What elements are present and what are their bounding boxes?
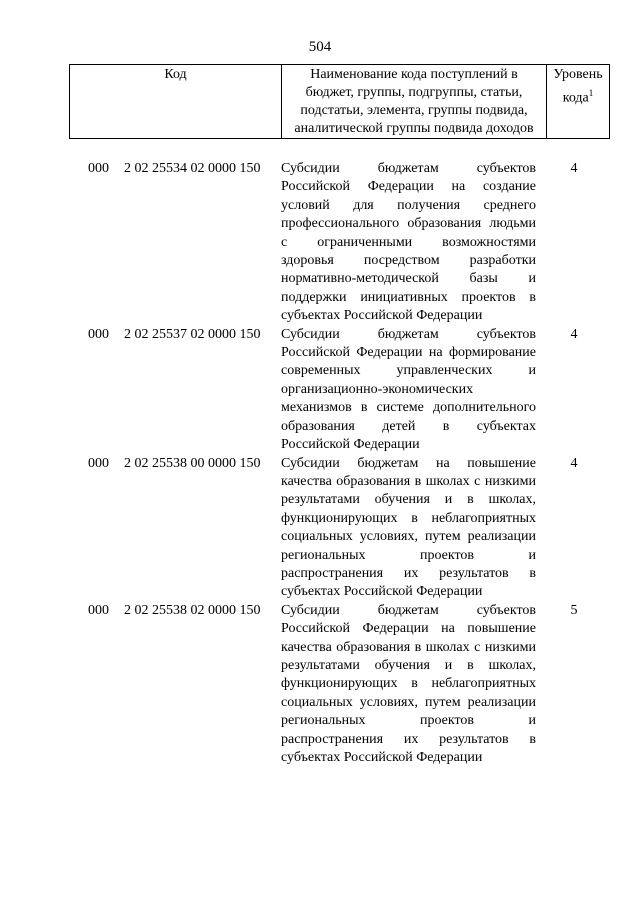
header-level-footnote: 1 xyxy=(588,88,594,98)
table-body xyxy=(0,160,640,767)
row-level: 4 xyxy=(570,455,578,471)
table-row xyxy=(0,160,640,326)
row-level: 4 xyxy=(570,161,578,176)
table-row xyxy=(0,326,640,455)
header-level-label: Уровень кода xyxy=(553,67,603,106)
row-description: Субсидии бюджетам субъектов Российской Федерации на создание условий для получения среднего профессионального образования людьми с ограниченными возможностями здоровья посредством разработки нормативно-методической базы и поддержки инициативных проектов в субъектах Российской Федерации xyxy=(281,161,536,324)
table-row xyxy=(0,455,640,602)
row-prefix: 000 xyxy=(88,455,109,471)
row-description: Субсидии бюджетам субъектов Российской Федерации на формирование современных управленческих и организационно-экономических механизмов в системе дополнительного образования детей в субъектах Российской Федерации xyxy=(281,326,536,453)
row-code: 2 02 25538 02 0000 150 xyxy=(124,602,261,618)
row-prefix: 000 xyxy=(88,326,109,342)
row-prefix: 000 xyxy=(88,161,109,176)
header-level xyxy=(547,65,610,139)
table-header xyxy=(69,64,610,139)
header-code: Код xyxy=(70,65,282,139)
row-level: 4 xyxy=(570,326,578,342)
row-code: 2 02 25538 00 0000 150 xyxy=(124,455,261,471)
row-description: Субсидии бюджетам на повышение качества образования в школах с низкими результатами обучения и в школах, функционирующих в неблагоприятных социальных условиях, путем реализации региональных проектов и распространения их результатов в субъектах Российской Федерации xyxy=(281,455,536,600)
row-code: 2 02 25537 02 0000 150 xyxy=(124,326,261,342)
row-level: 5 xyxy=(570,602,578,618)
row-description: Субсидии бюджетам субъектов Российской Федерации на повышение качества образования в школах с низкими результатами обучения и в школах, функционирующих в неблагоприятных социальных условиях, путем реализации региональных проектов и распространения их результатов в субъектах Российской Федерации xyxy=(281,602,536,765)
table-row xyxy=(0,602,640,768)
row-prefix: 000 xyxy=(88,602,109,618)
row-code: 2 02 25534 02 0000 150 xyxy=(124,161,261,176)
header-name: Наименование кода поступлений в бюджет, группы, подгруппы, статьи, подстатьи, элемента, группы подвида, аналитической группы подвида доходов xyxy=(282,65,547,139)
page-number: 504 xyxy=(308,39,332,55)
